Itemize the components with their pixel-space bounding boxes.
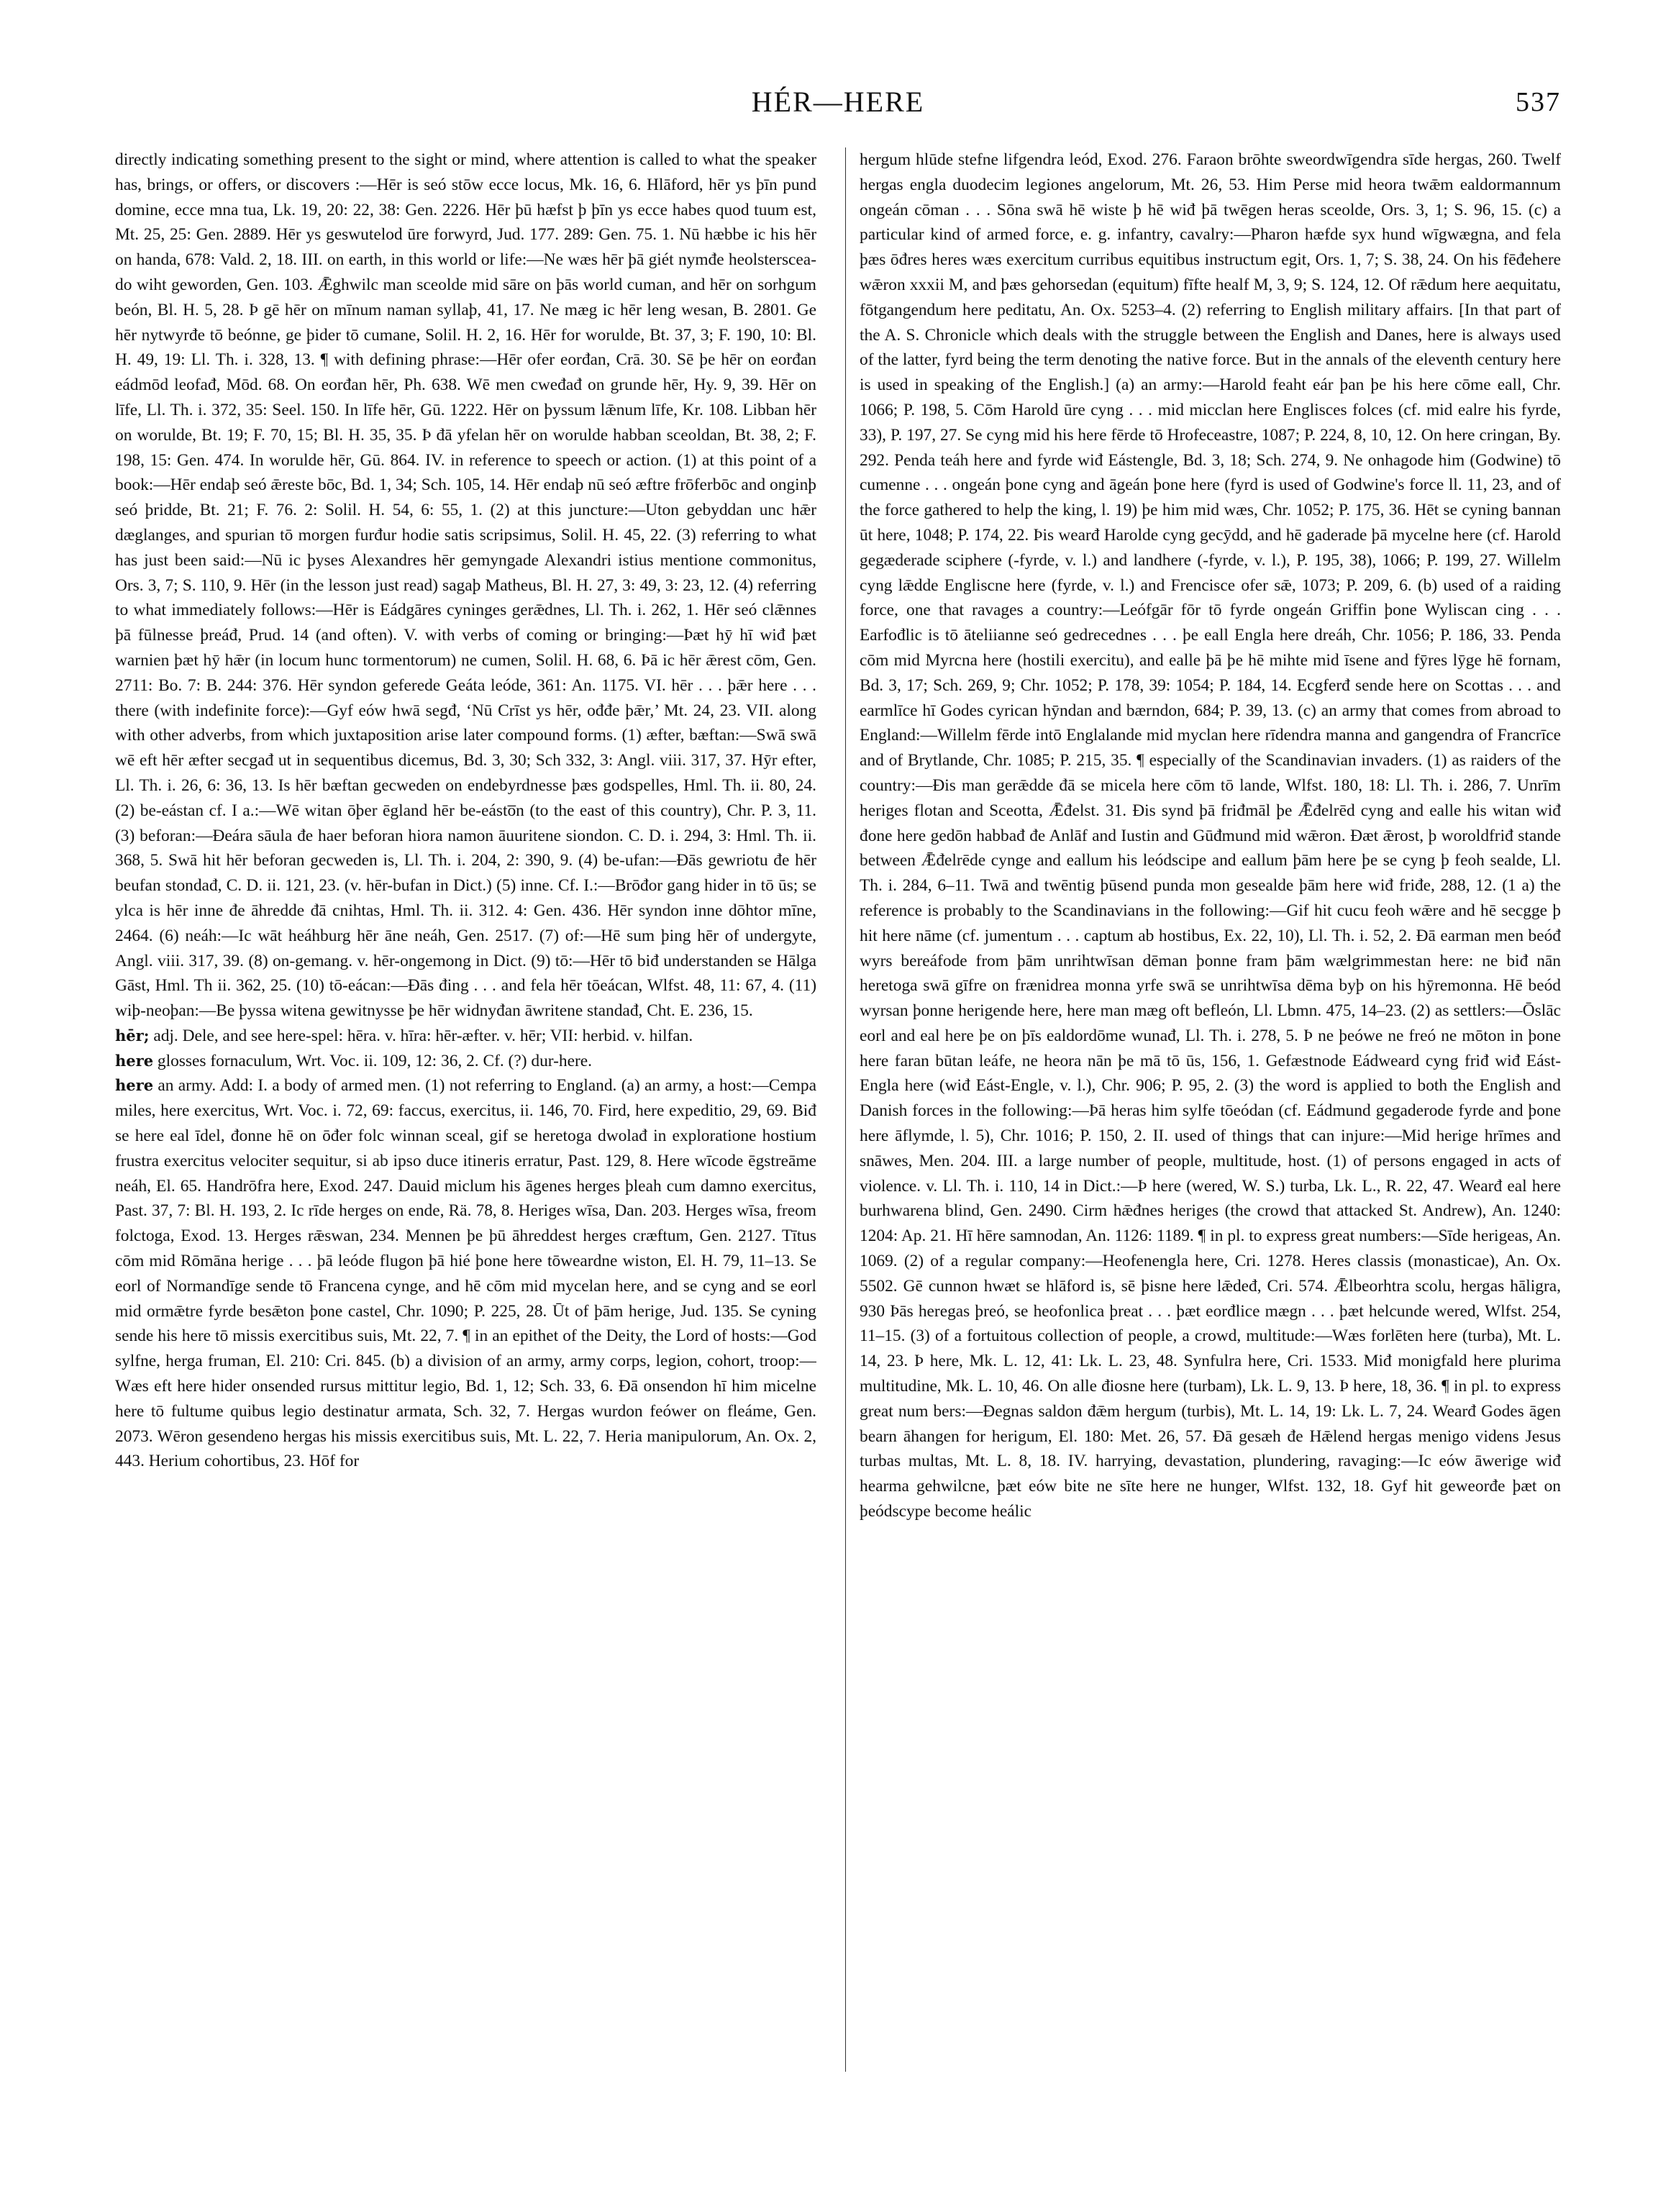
right-column (860, 147, 1561, 2090)
headword: hēr; (115, 1026, 150, 1044)
entry-here-army (115, 1073, 816, 1474)
entry-body: an army. Add: I. a body of armed men. (1) not referring to England. (a) an army, a host:—Cempa miles, here exercitus, Wrt. Voc. i. 72, 69: faccus, exercitus, ii. 146, 70. Fird, here expeditio, 29, 69. Biđ se here eal īdel, đonne hē on ōđer folc winnan sceal, gif se heretoga dwolađ in exploratione hostium frustra exercitus velociter sequitur, si ab ipso duce itineris erratur, Past. 129, 8. Here wīcode ēgstreāme neáh, El. 65. Handrōfra here, Exod. 247. Dauid miclum his āgenes herges þleah cum damno exercitus, Past. 37, 7: Bl. H. 193, 2. Ic rīde herges on ende, Rä. 78, 8. Heriges wīsa, Dan. 203. Herges wīsa, freom folctoga, Exod. 13. Herges rǣswan, 234. Mennen þe þū āhreddest herges cræftum, Gen. 2127. Tītus cōm mid Rōmāna herige . . . þā leóde flugon þā hié þone here tōweardne wiston, El. H. 79, 11–13. Se eorl of Normandīge sende tō Francena cynge, and hē cōm mid mycelan here, and se cyng and se eorl mid ormǣtre fyrde besǣton þone castel, Chr. 1090; P. 225, 28. Ūt of þām herige, Jud. 135. Se cyning sende his here tō missis exercitibus suis, Mt. 22, 7. ¶ in an epithet of the Deity, the Lord of hosts:—God sylfne, herga fruman, El. 210: Cri. 845. (b) a division of an army, army corps, legion, cohort, troop:—Wæs eft here hider onsended rursus mittitur legio, Bd. 1, 12; Sch. 33, 6. Đā onsendon hī him micelne here tō fultume quibus legio destinatur armata, Sch. 32, 7. Hergas wurdon feówer on fleáme, Gen. 2073. Wēron gesendeno hergas his missis exercitibus suis, Mt. L. 22, 7. Heria manipulorum, An. Ox. 2, 443. Herium cohortibus, 23. Hōf for (115, 1076, 816, 1471)
headword: here (115, 1076, 154, 1095)
entry-her-adverb: directly indicating something present to the sight or mind, where attention is called to what the speaker has, brings, or offers, or discovers :—Hēr is seó stōw ecce locus, Mk. 16, 6. Hlāford, hēr ys þīn pund domine, ecce mna tua, Lk. 19, 20: 22, 38: Gen. 2226. Hēr þū hæfst þ þīn ys ecce habes quod tuum est, Mt. 25, 25: Gen. 2889. Hēr ys geswutelod ūre forwyrd, Jud. 177. 289: Gen. 75. 1. Nū hæbbe ic his hēr on handa, 678: Vald. 2, 18. III. on earth, in this world or life:—Ne wæs hēr þā giét nymđe heolstersceado wiht geworden, Gen. 103. Ǣghwilc man sceolde mid sāre on þās world cuman, and hēr on sorhgum beón, Bl. H. 5, 28. Þ gē hēr on mīnum naman syllaþ, 41, 17. Ne mæg ic hēr leng wesan, B. 2801. Ge hēr nytwyrđe tō beónne, ge þider tō cumane, Solil. H. 2, 16. Hēr for worulde, Bt. 37, 3; F. 190, 10: Bl. H. 49, 19: Ll. Th. i. 328, 13. ¶ with defining phrase:—Hēr ofer eorđan, Crā. 30. Sē þe hēr on eorđan eádmōd leofađ, Mōd. 68. On eorđan hēr, Ph. 638. Wē men cweđađ on grunde hēr, Hy. 9, 39. Hēr on līfe, Ll. Th. i. 372, 35: Seel. 150. In līfe hēr, Gū. 1222. Hēr on þyssum lǣnum līfe, Kr. 108. Libban hēr on worulde, Bt. 19; F. 70, 15; Bl. H. 35, 35. Þ đā yfelan hēr on worulde habban sceoldan, Bt. 38, 2; F. 198, 15: Gen. 474. In worulde hēr, Gū. 864. IV. in reference to speech or action. (1) at this point of a book:—Hēr endaþ seó ǣreste bōc, Bd. 1, 34; Sch. 105, 14. Hēr endaþ nū seó æftre frōferbōc and onginþ seó þridde, Bt. 21; F. 76. 2: Solil. H. 54, 6: 55, 1. (2) at this juncture:—Uton gebyddan unc hǣr dæglanges, and spurian tō morgen furđur hodie satis scripsimus, Solil. H. 45, 22. (3) referring to what has just been said:—Nū ic þyses Alexandres hēr gemyngade Alexandri istius mentione commonitus, Ors. 3, 7; S. 110, 9. Hēr (in the lesson just read) sagaþ Matheus, Bl. H. 27, 3: 49, 3: 23, 12. (4) referring to what immediately follows:—Hēr is Eádgāres cyninges gerǣdnes, Ll. Th. i. 262, 1. Hēr seó clǣnnes þā fūlnesse þreáđ, Prud. 14 (and often). V. with verbs of coming or bringing:—Þæt hȳ hī wiđ þæt warnien þæt hȳ hǣr (in locum hunc tormentorum) ne cumen, Solil. H. 68, 6. Þā ic hēr ǣrest cōm, Gen. 2711: Bo. 7: B. 244: 376. Hēr syndon geferede Geáta leóde, 361: An. 1175. VI. hēr . . . þǣr here . . . there (with indefinite force):—Gyf eów hwā segđ, ‘Nū Crīst ys hēr, ođđe þǣr,’ Mt. 24, 23. VII. along with other adverbs, from which juxtaposition arise later compound forms. (1) æfter, bæftan:—Swā swā wē eft hēr æfter secgađ ut in sequentibus dicemus, Bd. 3, 30; Sch 332, 3: Angl. viii. 317, 37. Hȳr efter, Ll. Th. i. 26, 6: 36, 13. Is hēr bæftan gecweden on endebyrdnesse þæs godspelles, Hml. Th. ii. 80, 24. (2) be-eástan cf. I a.:—Wē witan ōþer ēgland hēr be-eásto̅n (to the east of this country), Chr. P. 3, 11. (3) beforan:—Đeára sāula đe haer beforan hiora namon āuuritene siondon. C. D. i. 294, 3: Hml. Th. ii. 368, 5. Swā hit hēr beforan gecweden is, Ll. Th. i. 204, 2: 390, 9. (4) be-ufan:—Đās gewriotu đe hēr beufan stondađ, C. D. ii. 121, 23. (v. hēr-bufan in Dict.) (5) inne. Cf. I.:—Brōđor gang hider in tō ūs; se ylca is hēr inne đe āhredde đā cnihtas, Hml. Th. ii. 312. 4: Gen. 436. Hēr syndon inne dōhtor mīne, 2464. (6) neáh:—Ic wāt heáhburg hēr āne neáh, Gen. 2517. (7) of:—Hē sum þing hēr of undergyte, Angl. viii. 317, 39. (8) on-gemang. v. hēr-ongemong in Dict. (9) tō:—Hēr tō biđ understanden se Hālga Gāst, Hml. Th ii. 362, 25. (10) tō-eácan:—Đās đing . . . and fela hēr tōeácan, Wlfst. 48, 11: 67, 4. (11) wiþ-neoþan:—Be þyssa witena gewitnysse þe hēr widnyđan āwritene standađ, Cht. E. 236, 15. (115, 150, 816, 1021)
running-head: HÉR—HERE (751, 86, 925, 118)
entry-her-adj (115, 1024, 816, 1049)
entry-body: adj. Dele, and see here-spel: hēra. v. hīra: hēr-æfter. v. hēr; VII: herbid. v. hilfan. (153, 1026, 693, 1045)
entry-body: glosses fornaculum, Wrt. Voc. ii. 109, 12: 36, 2. Cf. (?) dur-here. (157, 1051, 592, 1070)
left-column (115, 147, 816, 2090)
dictionary-columns (115, 147, 1561, 2090)
page-header (115, 85, 1561, 128)
page-number: 537 (1516, 87, 1561, 117)
entry-here-glosses (115, 1049, 816, 1074)
entry-here-army-continued: hergum hlūde stefne lifgendra leód, Exod. 276. Faraon brōhte sweordwīgendra sīde hergas, 260. Twelf hergas engla duodecim legiones angelorum, Mt. 26, 53. Him Perse mid heora twǣm ealdormannum ongeán cōman . . . Sōna swā hē wiste þ hē wiđ þā twēgen heras sceolde, Ors. 3, 1; S. 96, 15. (c) a particular kind of armed force, e. g. infantry, cavalry:—Pharon hæfde syx hund wīgwægna, and fela þæs ōđres heres wæs exercitum curribus equitibus instructum egit, Ors. 1, 7; S. 38, 24. On his fēđehere wǣron xxxii M, and þæs gehorsedan (equitum) fīfte healf M, 3, 9; S. 124, 12. Of rǣdum here aequitatu, fōtgangendum here peditatu, An. Ox. 5253–4. (2) referring to English military affairs. [In that part of the A. S. Chronicle which deals with the struggle between the English and Danes, here is always used of the latter, fyrd being the term denoting the native force. But in the annals of the eleventh century here is used in speaking of the English.] (a) an army:—Harold feaht eár þan þe his here cōme eall, Chr. 1066; P. 198, 5. Cōm Harold ūre cyng . . . mid micclan here Englisces folces (cf. mid ealre his fyrde, 33), P. 197, 27. Se cyng mid his here fērde tō Hrofeceastre, 1087; P. 224, 8, 10, 12. On here cringan, By. 292. Penda teáh here and fyrde wiđ Eástengle, Bd. 3, 18; Sch. 274, 9. Ne onhagode him (Godwine) tō cumenne . . . ongeán þone cyng and āgeán þone here (fyrd is used of Godwine's force ll. 11, 23, and of the force gathered to help the king, l. 19) þe him mid wæs, Chr. 1052; P. 175, 36. Hēt se cyning bannan ūt here, 1048; P. 174, 22. Þis wearđ Harolde cyng gecȳdd, and hē gaderade þā mycelne here (cf. Harold gegæderade sciphere (-fyrde, v. l.) and landhere (-fyrde, v. l.), P. 195, 38), 1066; P. 199, 27. Willelm cyng lǣdde Engliscne here (fyrde, v. l.) and Frencisce ofer sǣ, 1073; P. 209, 6. (b) used of a raiding force, one that ravages a country:—Leófgār fōr tō fyrde ongeán Griffin þone Wyliscan cing . . . Earfođlic is tō āteliianne seó gedrecednes . . . þe eall Engla here dreáh, Chr. 1056; P. 186, 33. Penda cōm mid Myrcna here (hostili exercitu), and ealle þā þe hē mihte mid īsene and fȳres lȳge hē fornam, Bd. 3, 17; Sch. 269, 9; Chr. 1052; P. 178, 39: 1054; P. 184, 14. Ecgferđ sende here on Scottas . . . and earmlīce hī Godes cyrican hȳndan and bærndon, 684; P. 39, 13. (c) an army that comes from abroad to England:—Willelm fērde intō Englalande mid myclan here rīdendra manna and gangendra of Francrīce and of Brytlande, Chr. 1085; P. 215, 35. ¶ especially of the Scandinavian invaders. (1) as raiders of the country:—Đis man gerǣdde đā se micela here cōm tō lande, Wlfst. 180, 18: Ll. Th. i. 286, 7. Unrīm heriges flotan and Sceotta, Ǣđelst. 31. Đis synd þā friđmāl þe Ǣđelrēd cyng and ealle his witan wiđ đone here gedōn habbađ đe Anlāf and Iustin and Gūđmund mid wǣron. Đæt ǣrost, þ woroldfriđ stande between Ǣđelrēde cynge and eallum his leódscipe and eallum þām here þe se cyng þ feoh sealde, Ll. Th. i. 284, 6–11. Twā and twēntig þūsend punda mon gesealde þām here wiđ friđe, 288, 12. (1 a) the reference is probably to the Scandinavians in the following:—Gif hit cucu feoh wǣre and hē secgge þ hit here nāme (cf. jumentum . . . captum ab hostibus, Ex. 22, 10), Ll. Th. i. 52, 2. Đā earman men beóđ wyrs bereáfode from þām unrihtwīsan dēman þonne fram þām wælgrimmestan here: ne biđ nān heretoga swā gīfre on frænidrea monna yrfe swā se unrihtwīsa dēma byþ on his hȳremonna. Hē beód wyrsan þonne herigende here, here man mæg oft befleón, Ll. Lbmn. 475, 14–23. (2) as settlers:—Ōslāc eorl and eal here þe on þīs ealdordōme wunađ, Ll. Th. i. 278, 5. Þ ne þeówe ne freó ne mōton in þone here faran būtan leáfe, ne heora nān þe mā tō ūs, 156, 1. Gefæstnode Eádweard cyng friđ wiđ Eást-Engla here (wiđ Eást-Engle, v. l.), Chr. 906; P. 95, 2. (3) the word is applied to both the English and Danish forces in the following:—Þā heras him sylfe tōeódan (cf. Eádmund gegaderode fyrde and þone here āflymde, l. 5), Chr. 1016; P. 150, 2. II. used of things that can injure:—Mid herige hrīmes and snāwes, Men. 204. III. a large number of people, multitude, host. (1) of persons engaged in acts of violence. v. Ll. Th. i. 110, 14 in Dict.:—Þ here (wered, W. S.) turba, Lk. L., R. 22, 47. Wearđ eal here burhwarena blind, Gen. 2490. Cirm hǣđnes heriges (the crowd that attacked St. Andrew), An. 1240: 1204: Ap. 21. Hī hēre samnodan, An. 1126: 1189. ¶ in pl. to express great numbers:—Sīde herigeas, An. 1069. (2) of a regular company:—Heofenengla here, Cri. 1278. Heres classis (monasticae), An. Ox. 5502. Gē cunnon hwæt se hlāford is, sē þisne here lǣdeđ, Cri. 574. Ǣlbeorhtra scolu, hergas hāligra, 930 Þās heregas þreó, se heofonlica þreat . . . þæt eorđlice mægn . . . þæt helcunde wered, Wlfst. 254, 11–15. (3) of a fortuitous collection of people, a crowd, multitude:—Wæs forlēten here (turba), Mt. L. 14, 23. Þ here, Mk. L. 12, 41: Lk. L. 23, 48. Synfulra here, Cri. 1533. Miđ monigfald here plurima multitudine, Mk. L. 10, 46. On alle điosne here (turbam), Lk. L. 9, 13. Þ here, 18, 36. ¶ in pl. to express great num bers:—Đegnas saldon đǣm hergum (turbis), Mt. L. 14, 19: Lk. L. 7, 24. Wearđ Godes āgen bearn āhangen for herigum, El. 180: Met. 26, 57. Đā gesæh đe Hǣlend hergas menigo videns Jesus turbas multas, Mt. L. 8, 18. IV. harrying, devastation, plundering, ravaging:—Ic eów āwerige wiđ hearma gehwilcne, þæt eów bite ne sīte here ne hunger, Wlfst. 132, 18. Gyf hit geweorđe þæt on þeódscype become heálic (860, 150, 1561, 1521)
headword: here (115, 1051, 154, 1070)
